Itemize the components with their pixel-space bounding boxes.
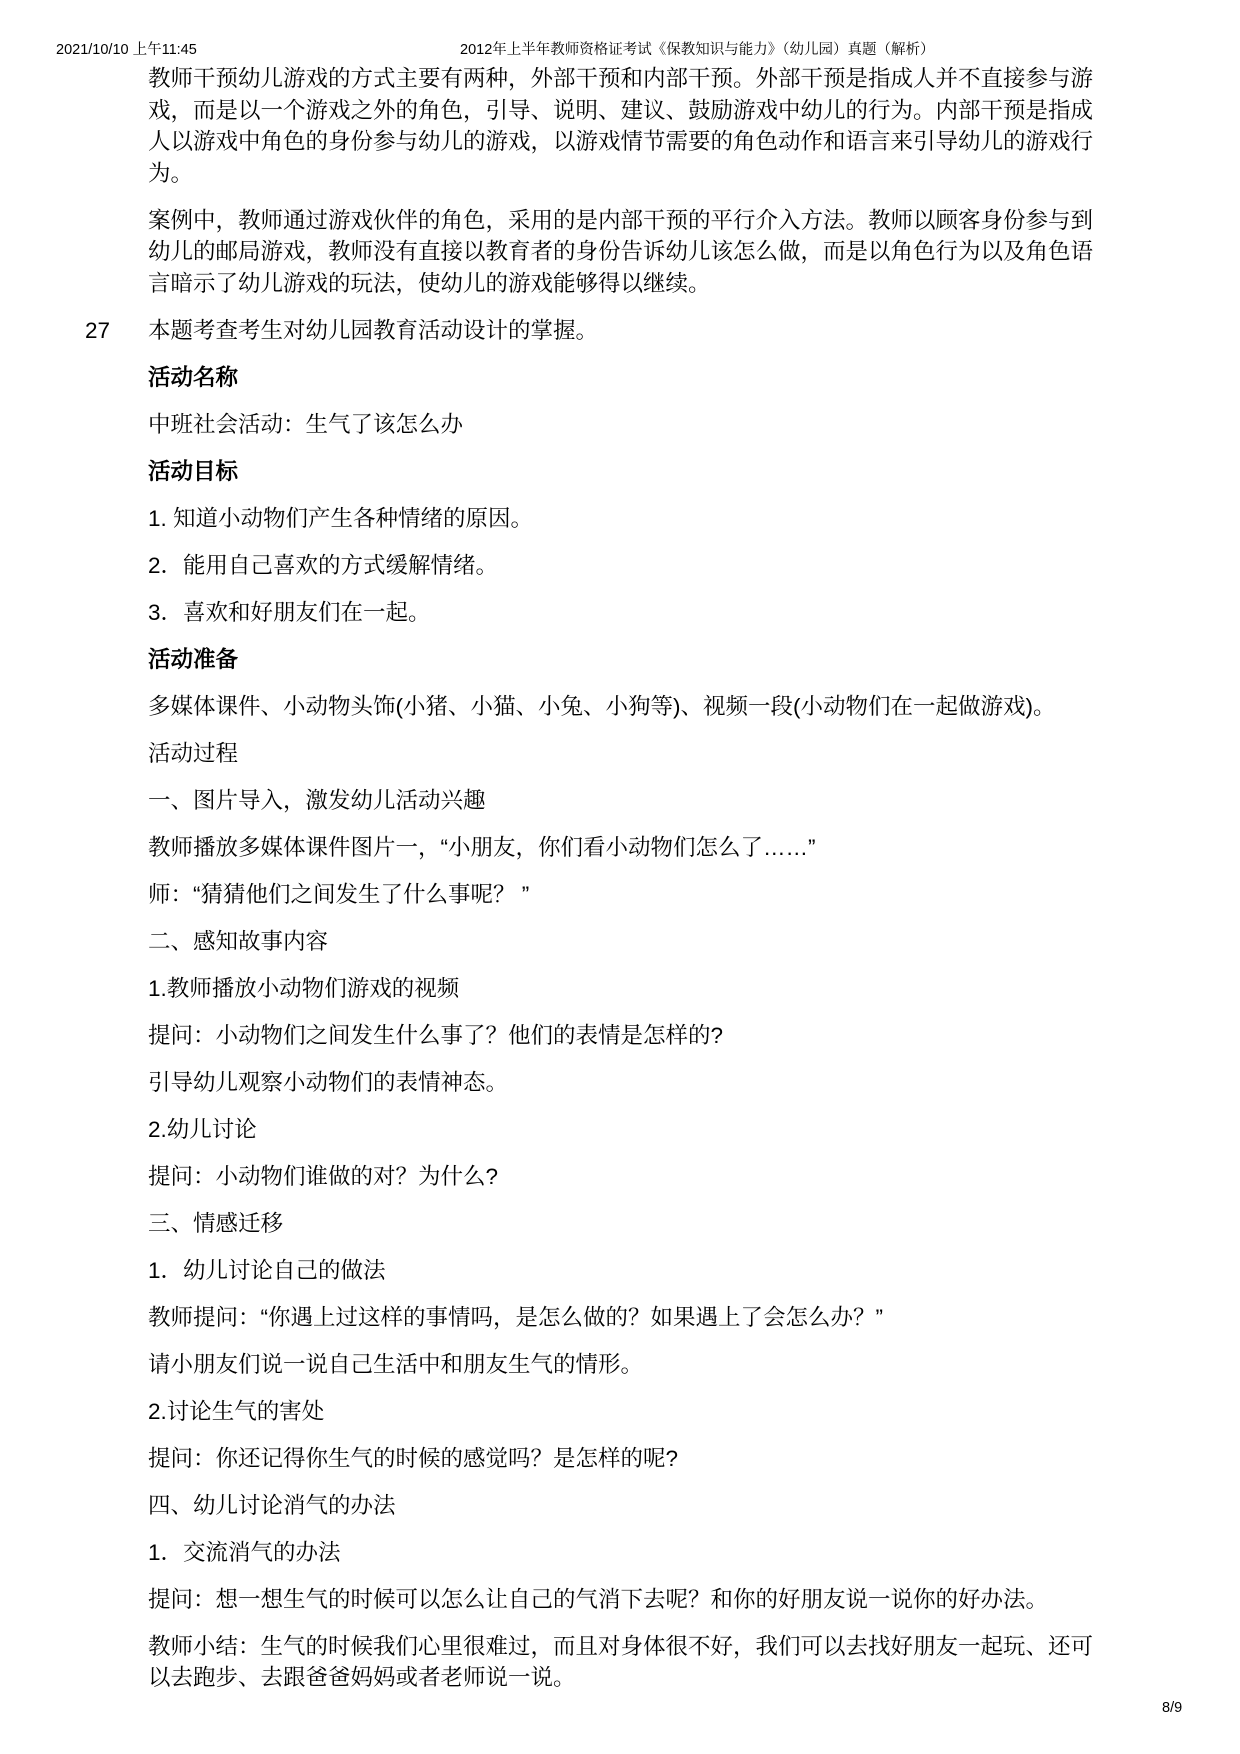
question-intro [85,315,1100,347]
answer-line: 请小朋友们说一说自己生活中和朋友生气的情形。 [148,1351,644,1377]
answer-line: 提问：想一想生气的时候可以怎么让自己的气消下去呢？和你的好朋友说一说你的好办法。 [148,1586,1049,1612]
question-intro-text: 本题考查考生对幼儿园教育活动设计的掌握。 [148,317,599,343]
answer-line: 提问：小动物们谁做的对？为什么? [148,1163,499,1189]
answer-line: 二、感知故事内容 [148,928,329,954]
answer-line: 1．幼儿讨论自己的做法 [148,1257,386,1283]
answer-lines [148,362,1100,1694]
section-heading: 活动名称 [148,364,239,390]
section-heading: 活动准备 [148,646,239,672]
print-datetime: 2021/10/10 上午11:45 [56,42,197,58]
answer-line: 师：“猜猜他们之间发生了什么事呢？ ” [148,881,530,907]
answer-line: 中班社会活动：生气了该怎么办 [148,411,464,437]
answer-line: 提问：小动物们之间发生什么事了？他们的表情是怎样的? [148,1022,724,1048]
answer-line: 2.讨论生气的害处 [148,1398,325,1424]
document-title: 2012年上半年教师资格证考试《保教知识与能力》（幼儿园）真题（解析） [460,42,935,58]
answer-line: 提问：你还记得你生气的时候的感觉吗？是怎样的呢? [148,1445,679,1471]
answer-line: 3．喜欢和好朋友们在一起。 [148,599,431,625]
answer-line: 教师提问：“你遇上过这样的事情吗，是怎么做的？如果遇上了会怎么办？” [148,1304,883,1330]
answer-line: 引导幼儿观察小动物们的表情神态。 [148,1069,509,1095]
answer-line: 教师播放多媒体课件图片一，“小朋友，你们看小动物们怎么了……” [148,834,816,860]
page-number: 8/9 [1162,1700,1183,1716]
answer-line: 1．交流消气的办法 [148,1539,341,1565]
answer-line: 教师小结：生气的时候我们心里很难过，而且对身体很不好，我们可以去找好朋友一起玩、还可以去跑步、去跟爸爸妈妈或者老师说一说。 [148,1633,1094,1690]
answer-line: 三、情感迁移 [148,1210,284,1236]
intro-paragraph: 教师干预幼儿游戏的方式主要有两种，外部干预和内部干预。外部干预是指成人并不直接参与游戏，而是以一个游戏之外的角色，引导、说明、建议、鼓励游戏中幼儿的行为。内部干预是指成人以游戏中角色的身份参与幼儿的游戏，以游戏情节需要的角色动作和语言来引导幼儿的游戏行为。 [148,66,1094,186]
intro-paragraph: 案例中，教师通过游戏伙伴的角色，采用的是内部干预的平行介入方法。教师以顾客身份参与到幼儿的邮局游戏，教师没有直接以教育者的身份告诉幼儿该怎么做，而是以角色行为以及角色语言暗示了幼儿游戏的玩法，使幼儿的游戏能够得以继续。 [148,207,1094,296]
answer-line: 活动过程 [148,740,239,766]
answer-line: 四、幼儿讨论消气的办法 [148,1492,396,1518]
answer-line: 1. 知道小动物们产生各种情绪的原因。 [148,505,534,531]
question-number: 27 [85,317,111,343]
document-body [85,63,1100,1709]
answer-line: 多媒体课件、小动物头饰(小猪、小猫、小兔、小狗等)、视频一段(小动物们在一起做游戏)。 [148,693,1056,719]
section-heading: 活动目标 [148,458,239,484]
answer-line: 1.教师播放小动物们游戏的视频 [148,975,460,1001]
answer-line: 一、图片导入，激发幼儿活动兴趣 [148,787,486,813]
answer-line: 2.幼儿讨论 [148,1116,257,1142]
answer-line: 2．能用自己喜欢的方式缓解情绪。 [148,552,499,578]
